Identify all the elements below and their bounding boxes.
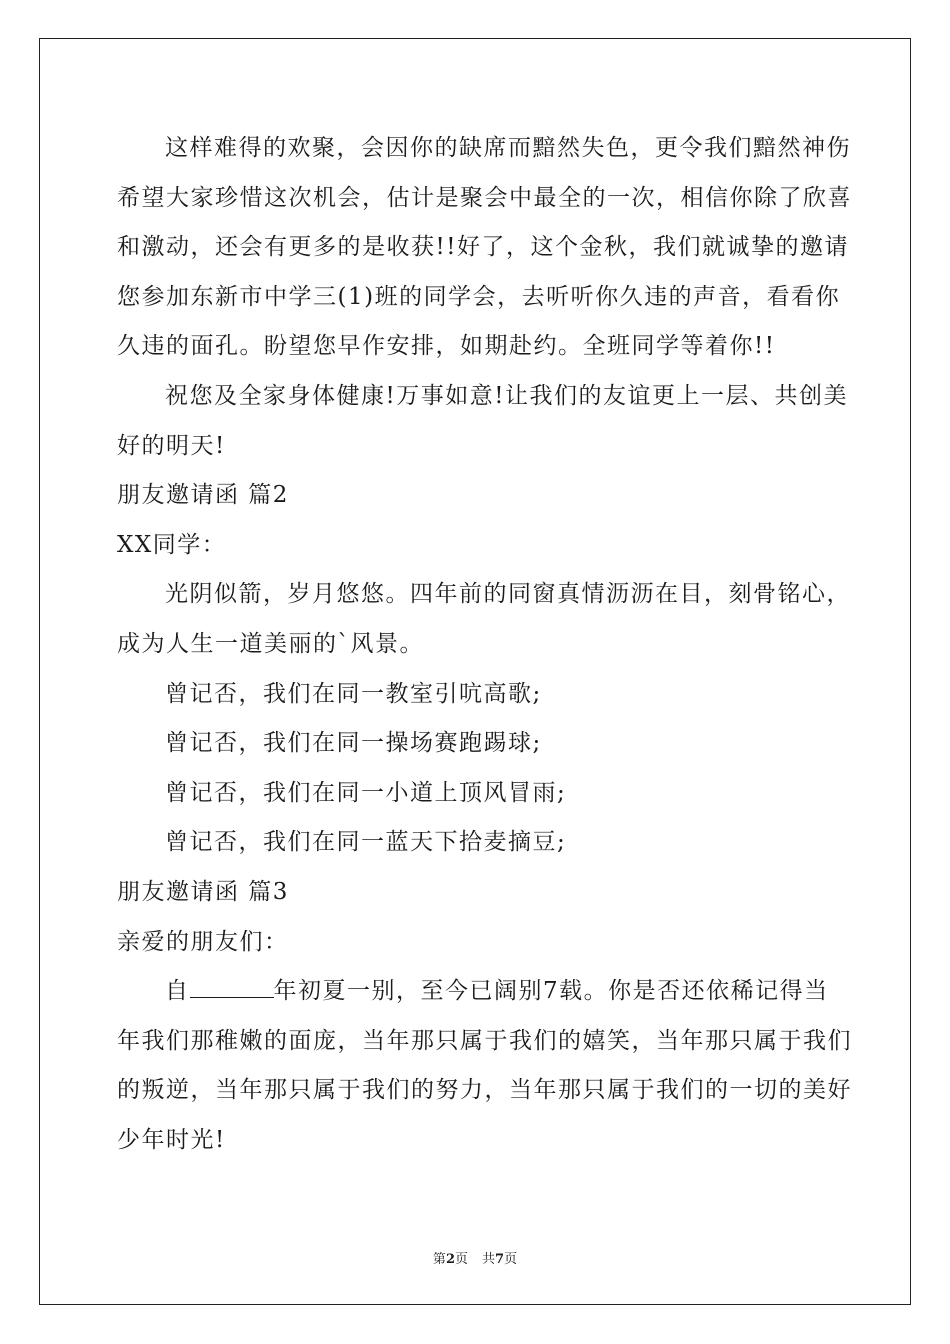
paragraph-line: 曾记否，我们在同一操场赛跑踢球; [165, 730, 542, 757]
section-heading: 朋友邀请函 篇3 [117, 878, 289, 905]
page-number: 2 [445, 1252, 455, 1267]
paragraph-line: 好的明天! [117, 432, 226, 459]
paragraph-line: 祝您及全家身体健康!万事如意!让我们的友谊更上一层、共创美 [165, 382, 848, 409]
paragraph-line: 光阴似箭，岁月悠悠。四年前的同窗真情沥沥在目，刻骨铭心， [165, 581, 851, 608]
section-heading: 朋友邀请函 篇2 [117, 482, 289, 509]
total-prefix: 共 [482, 1252, 496, 1267]
line-rest-text: 年初夏一别，至今已阔别7载。你是否还依稀记得当 [273, 978, 829, 1005]
paragraph-line [117, 967, 837, 1017]
line-start-text: 自 [165, 978, 190, 1005]
paragraph-line: 久违的面孔。盼望您早作安排，如期赴约。全班同学等着你!! [117, 333, 776, 360]
page-suffix: 页 [454, 1252, 468, 1267]
page-footer [0, 1248, 950, 1267]
page-prefix: 第 [432, 1252, 446, 1267]
paragraph-line: 曾记否，我们在同一小道上顶风冒雨; [165, 779, 567, 806]
paragraph-line: 成为人生一道美丽的`风景。 [117, 630, 424, 657]
salutation: XX同学： [117, 531, 227, 558]
paragraph-line: 的叛逆，当年那只属于我们的努力，当年那只属于我们的一切的美好 [117, 1077, 852, 1104]
paragraph-line: 曾记否，我们在同一教室引吭高歌; [165, 680, 542, 707]
total-pages: 7 [495, 1252, 505, 1267]
paragraph-line: 希望大家珍惜这次机会，估计是聚会中最全的一次，相信你除了欣喜 [117, 184, 852, 211]
paragraph-line: 少年时光! [117, 1126, 226, 1153]
document-body [117, 124, 852, 1165]
salutation: 亲爱的朋友们： [117, 928, 289, 955]
paragraph-line: 这样难得的欢聚，会因你的缺席而黯然失色，更令我们黯然神伤 [165, 135, 851, 161]
fill-in-blank [190, 977, 274, 998]
total-suffix: 页 [504, 1252, 518, 1267]
paragraph-line: 和激动，还会有更多的是收获!!好了，这个金秋，我们就诚挚的邀请 [117, 234, 849, 261]
paragraph-line: 曾记否，我们在同一蓝天下拾麦摘豆; [165, 829, 567, 856]
paragraph-line: 年我们那稚嫩的面庞，当年那只属于我们的嬉笑，当年那只属于我们 [117, 1027, 852, 1054]
paragraph-line: 您参加东新市中学三(1)班的同学会，去听听你久违的声音，看看你 [117, 283, 841, 310]
